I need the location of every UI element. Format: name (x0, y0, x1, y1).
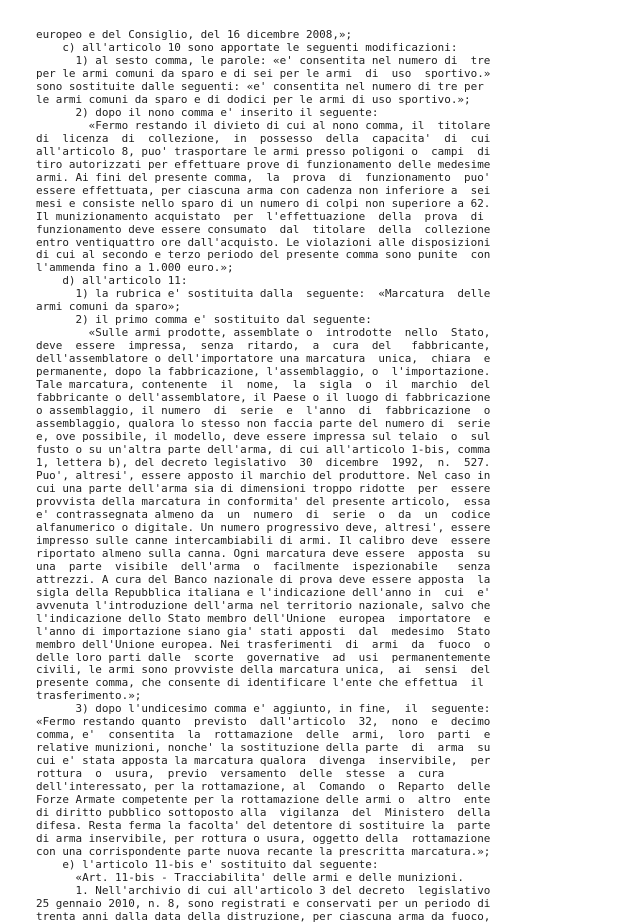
document-line: 25 gennaio 2010, n. 8, sono registrati e conservati per un periodo di (36, 896, 491, 910)
document-line: 3) dopo l'undicesimo comma e' aggiunto, in fine, il seguente: (36, 702, 491, 716)
document-line: di diritto pubblico sottoposto alla vigilanza del Ministero della (36, 806, 491, 820)
document-line: cui una parte dell'arma sia di dimensioni troppo ridotte per essere (36, 481, 491, 495)
document-line: mesi e consiste nello sparo di un numero di colpi non superiore a 62. (36, 196, 491, 210)
document-line: cui e' stata apposta la marcatura qualora divenga inservibile, per (36, 754, 491, 768)
document-line: 2) il primo comma e' sostituito dal seguente: (36, 313, 372, 327)
document-line: l'indicazione dello Stato membro dell'Unione europea importatore e (36, 611, 491, 625)
document-line: 1) al sesto comma, le parole: «e' consentita nel numero di tre (36, 53, 491, 67)
document-line: armi. Ai fini del presente comma, la prova di funzionamento puo' (36, 170, 491, 184)
document-line: trenta anni dalla data della distruzione, per ciascuna arma da fuoco, (36, 909, 491, 923)
document-line: di licenza di collezione, in possesso della capacita' di cui (36, 131, 491, 145)
document-line: dell'interessato, per la rottamazione, al Comando o Reparto delle (36, 780, 491, 794)
document-line: «Fermo restando il divieto di cui al nono comma, il titolare (36, 118, 491, 132)
document-line: essere effettuata, per ciascuna arma con cadenza non inferiore a sei (36, 183, 491, 197)
document-line: Il munizionamento acquistato per l'effettuazione della prova di (36, 209, 484, 223)
document-line: trasferimento.»; (36, 689, 142, 703)
document-line: sigla della Repubblica italiana e l'indicazione dell'anno in cui e' (36, 585, 491, 599)
document-line: 1) la rubrica e' sostituita dalla seguente: «Marcatura delle (36, 287, 491, 301)
document-line: o assemblaggio, il numero di serie e l'anno di fabbricazione o (36, 404, 491, 418)
document-line: comma, e' consentita la rottamazione delle armi, loro parti e (36, 728, 491, 742)
document-line: riportato almeno sulla canna. Ogni marcatura deve essere apposta su (36, 546, 491, 560)
document-line: per le armi comuni da sparo e di sei per le armi di uso sportivo.» (36, 66, 491, 80)
document-line: e) l'articolo 11-bis e' sostituito dal seguente: (36, 858, 379, 871)
document-line: l'ammenda fino a 1.000 euro.»; (36, 261, 234, 275)
document-line: deve essere impressa, senza ritardo, a cura del fabbricante, (36, 339, 491, 353)
document-line: e' contrassegnata almeno da un numero di serie o da un codice (36, 507, 491, 521)
document-line: relative munizioni, nonche' la sostituzione della parte di arma su (36, 741, 491, 755)
document-line: permanente, dopo la fabbricazione, l'assemblaggio, o l'importazione. (36, 365, 491, 379)
document-line: all'articolo 8, puo' trasportare le armi presso poligoni o campi di (36, 144, 491, 158)
document-line: sono sostituite dalle seguenti: «e' consentita nel numero di tre per (36, 79, 484, 93)
document-line: entro ventiquattro ore dall'acquisto. Le violazioni alle disposizioni (36, 235, 491, 249)
document-line: presente comma, che consente di identificare l'ente che effettua il (36, 676, 484, 690)
document-line: civili, le armi sono provviste della marcatura unica, ai sensi del (36, 663, 491, 677)
document-line: fabbricante o dell'assemblatore, il Paese o il luogo di fabbricazione (36, 391, 491, 405)
document-line: delle loro parti dalle scorte governative ad usi permanentemente (36, 650, 491, 664)
document-line: funzionamento deve essere consumato dal titolare della collezione (36, 222, 491, 236)
document-line: l'anno di importazione siano gia' stati apposti dal medesimo Stato (36, 624, 491, 638)
document-line: provvista della marcatura in conformita' del presente articolo, essa (36, 494, 491, 508)
document-line: alfanumerico o digitale. Un numero progressivo deve, altresi', essere (36, 520, 491, 534)
document-line: «Sulle armi prodotte, assemblate o introdotte nello Stato, (36, 326, 491, 340)
document-line: rottura o usura, previo versamento delle stesse a cura (36, 767, 445, 781)
document-line: «Art. 11-bis - Tracciabilita' delle armi e delle munizioni. (36, 870, 465, 884)
document-line: di arma inservibile, per rottura o usura, oggetto della rottamazione (36, 832, 491, 846)
document-line: c) all'articolo 10 sono apportate le seguenti modificazioni: (36, 40, 458, 54)
document-line: «Fermo restando quanto previsto dall'articolo 32, nono e decimo (36, 715, 491, 729)
document-line: dell'assemblatore o dell'importatore una marcatura unica, chiara e (36, 352, 491, 366)
document-line: avvenuta l'introduzione dell'arma nel territorio nazionale, salvo che (36, 598, 491, 612)
document-line: una parte visibile dell'arma o facilmente ispezionabile senza (36, 559, 491, 573)
document-line: Forze Armate competente per la rottamazione delle armi o altro ente (36, 793, 491, 807)
document-line: attrezzi. A cura del Banco nazionale di prova deve essere apposta la (36, 572, 491, 586)
document-line: europeo e del Consiglio, del 16 dicembre 2008,»; (36, 28, 353, 41)
document-line: 1. Nell'archivio di cui all'articolo 3 del decreto legislativo (36, 883, 491, 897)
document-line: fusto o su un'altra parte dell'arma, di cui all'articolo 1-bis, comma (36, 443, 491, 456)
document-line: le armi comuni da sparo e di dodici per le armi di uso sportivo.»; (36, 92, 471, 106)
document-line: tiro autorizzati per effettuare prove di funzionamento delle medesime (36, 157, 491, 171)
document-line: di cui al secondo e terzo periodo del presente comma sono punite con (36, 248, 491, 262)
document-line: d) all'articolo 11: (36, 274, 188, 288)
document-line: Puo', altresi', essere apposto il marchio del produttore. Nel caso in (36, 468, 491, 482)
document-line: armi comuni da sparo»; (36, 300, 181, 314)
document-line: con una corrispondente parte nuova recante la prescritta marcatura.»; (36, 845, 491, 858)
document-line: difesa. Resta ferma la facolta' del detentore di sostituire la parte (36, 819, 491, 833)
document-line: membro dell'Unione europea. Nei trasferimenti di armi da fuoco o (36, 637, 491, 651)
document-line: impresso sulle canne intercambiabili di armi. Il calibro deve essere (36, 533, 491, 547)
document-line: Tale marcatura, contenente il nome, la sigla o il marchio del (36, 378, 491, 392)
document-body (36, 28, 636, 923)
document-line: assemblaggio, qualora lo stesso non faccia parte del numero di serie (36, 417, 491, 431)
document-line: 2) dopo il nono comma e' inserito il seguente: (36, 105, 379, 119)
document-line: e, ove possibile, il modello, deve essere impressa sul telaio o sul (36, 430, 491, 443)
document-line: 1, lettera b), del decreto legislativo 30 dicembre 1992, n. 527. (36, 455, 491, 469)
